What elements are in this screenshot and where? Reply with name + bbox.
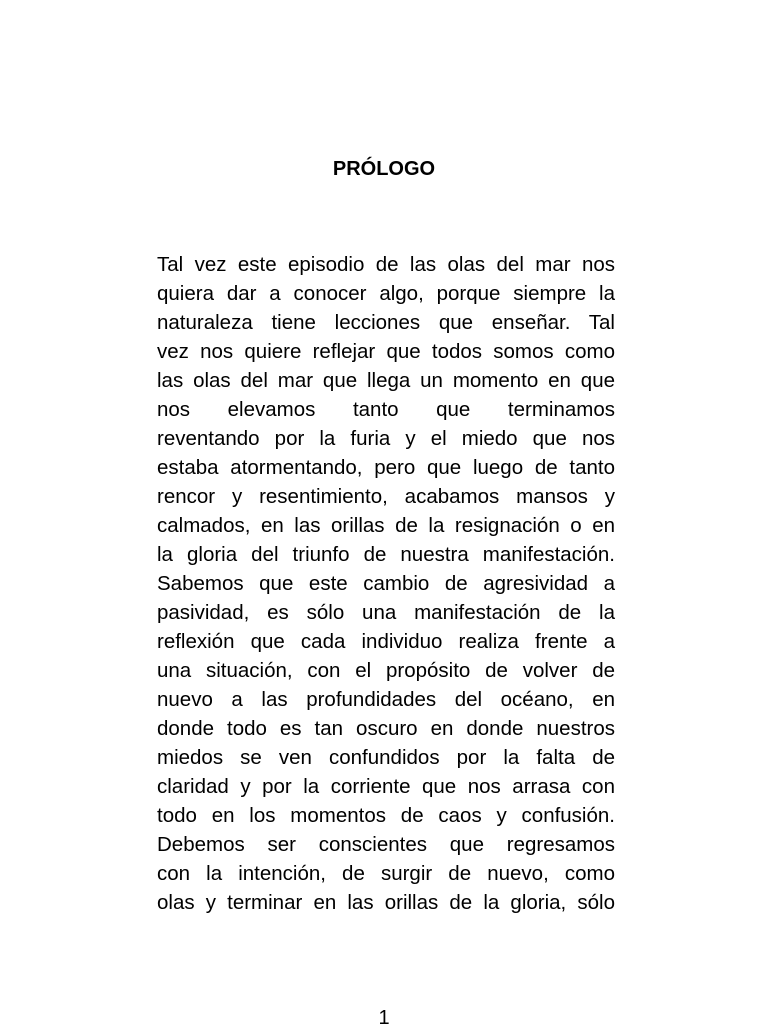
prologue-body: [157, 250, 615, 917]
text-line: Debemos ser conscientes que regresamos: [157, 833, 615, 856]
text-line: nos elevamos tanto que terminamos: [157, 398, 615, 421]
page-title: PRÓLOGO: [332, 158, 436, 180]
text-line: calmados, en las orillas de la resignación o en: [157, 514, 615, 537]
text-line: estaba atormentando, pero que luego de tanto: [157, 456, 615, 479]
text-line: todo en los momentos de caos y confusión.: [157, 804, 615, 827]
text-line: reventando por la furia y el miedo que nos: [157, 427, 615, 450]
text-line: Tal vez este episodio de las olas del mar nos: [157, 253, 615, 276]
text-line: con la intención, de surgir de nuevo, como: [157, 862, 615, 885]
text-line: vez nos quiere reflejar que todos somos como: [157, 340, 615, 363]
text-line: miedos se ven confundidos por la falta de: [157, 746, 615, 769]
text-line: las olas del mar que llega un momento en que: [157, 369, 615, 392]
text-line: Sabemos que este cambio de agresividad a: [157, 572, 615, 595]
text-line: donde todo es tan oscuro en donde nuestros: [157, 717, 615, 740]
text-line: la gloria del triunfo de nuestra manifestación.: [157, 543, 615, 566]
text-line: claridad y por la corriente que nos arrasa con: [157, 775, 615, 798]
page-number: 1: [378, 1007, 390, 1024]
text-line: una situación, con el propósito de volver de: [157, 659, 615, 682]
text-line: nuevo a las profundidades del océano, en: [157, 688, 615, 711]
text-line: reflexión que cada individuo realiza frente a: [157, 630, 615, 653]
text-line: pasividad, es sólo una manifestación de la: [157, 601, 615, 624]
text-line: rencor y resentimiento, acabamos mansos y: [157, 485, 615, 508]
text-line: quiera dar a conocer algo, porque siempre la: [157, 282, 615, 305]
text-line: naturaleza tiene lecciones que enseñar. Tal: [157, 311, 615, 334]
text-line: olas y terminar en las orillas de la gloria, sólo: [157, 891, 615, 914]
